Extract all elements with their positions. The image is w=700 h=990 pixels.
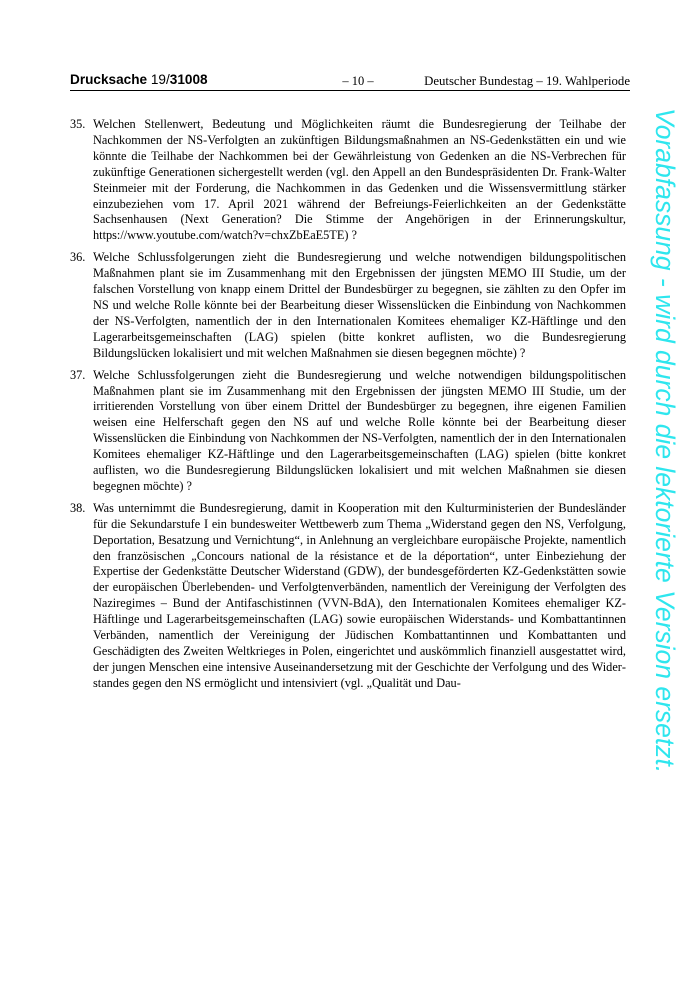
question-text: Welche Schlussfolgerungen zieht die Bundesregierung und welche notwendigen bildungspolitischen Maßnahmen plant sie im Zusammenhang mit den Ergebnissen der jüngsten MEMO III Studie, um der irritierenden Vorstellung von über einem Drittel der Bundesbürger zu begegnen, ihre eigenen Familien weisen eine Helferschaft gegen den NS auf und welche Rolle könnte bei der Bearbeitung dieser Wissenslücken die Einbindung von Nachkommen der NS-Verfolgten, namentlich der in den Internationalen Komitees ehemaliger KZ-Häftlinge und den Lagerarbeitsgemeinschaften (LAG) spielen (bitte konkret auflisten, wo die Bundesregierung Bildungslücken lokalisiert und mit welchen Maßnahmen sie diesen begegnen möchte) ? <box>93 367 626 493</box>
question-item <box>70 117 626 244</box>
question-number: 35. <box>70 117 86 131</box>
parliament-period: Deutscher Bundestag – 19. Wahlperiode <box>424 74 630 88</box>
page-header <box>70 71 630 91</box>
doc-label: Drucksache <box>70 72 148 87</box>
page-number: – 10 – <box>342 74 374 88</box>
question-text: Was unternimmt die Bundesregierung, damit in Kooperation mit den Kulturministerien der Bundesländer für die Sekundarstufe I ein bundesweiter Wettbewerb zum Thema „Widerstand gegen den NS, Verfolgung, Deportation, Besatzung und Vernichtung“, in Anlehnung an vergleichbare europäische Projekte, namentlich den französischen „Concours national de la résistance et de la déportation“, unter Einbeziehung der Expertise der Gedenkstätte Deutscher Widerstand (GDW), der bundesgeförderten KZ-Gedenkstätten sowie der europäischen Überlebenden- und Verfolgtenverbänden, namentlich der Vereinigung der Verfolgten des Naziregimes – Bund der Antifaschistinnen (VVN-BdA), den Internationalen Komitees ehemaliger KZ-Häftlinge und Lagerarbeitsgemeinschaften (LAG) sowie europäischen Widerstands- und Kombattantinnen Verbänden, namentlich der Vereinigung der Jüdischen Kombattantinnen und Kombattanten und Geschädigten des Zweiten Weltkrieges in Polen, eingerichtet und auskömmlich finanziell ausgestattet wird, der jungen Menschen eine intensive Auseinandersetzung mit der Geschichte der Verfolgung und des Widerstandes gegen den NS ermöglicht und intensiviert (vgl. „Qualität und Dau- <box>93 500 626 690</box>
question-item <box>70 501 626 692</box>
question-item <box>70 368 626 495</box>
question-list <box>70 117 626 698</box>
watermark-text: Vorabfassung - wird durch die lektorierte Version ersetzt. <box>650 108 680 774</box>
watermark <box>650 108 680 888</box>
question-text: Welche Schlussfolgerungen zieht die Bundesregierung und welche notwendigen bildungspolitischen Maßnahmen plant sie im Zusammenhang mit den Ergebnissen der jüngsten MEMO III Studie, um der falschen Vorstellung von knapp einem Drittel der Bundesbürger zu begegnen, sie zählten zu den Opfer im NS und welche Rolle könnte bei der Bearbeitung dieser Wissenslücken die Einbindung von Nachkommen der NS-Verfolgten, namentlich der in den Internationalen Komitees ehemaliger KZ-Häftlinge und den Lagerarbeitsgemeinschaften (LAG) spielen (bitte konkret auflisten, wo die Bundesregierung Bildungslücken lokalisiert und mit welchen Maßnahmen sie diesen begegnen möchte) ? <box>93 250 626 360</box>
header-divider <box>70 90 630 91</box>
question-number: 36. <box>70 250 86 265</box>
question-item <box>70 250 626 361</box>
question-text: Welchen Stellenwert, Bedeutung und Möglichkeiten räumt die Bundesregierung der Teilhabe der Nachkommen der NS-Verfolgten an zukünftigen Bildungsmaßnahmen an NS-Gedenkstätten ein und wie könnte die Teilhabe der Nachkommen bei der Gewährleistung von Gedenken an die NS-Verbrechen für zukünftige Generationen sichergestellt werden (vgl. den Appell an den Bundespräsidenten Dr. Frank-Walter Steinmeier mit der Forderung, die Nachkommen in das Gedenken und die Wissensvermittlung stärker einzubeziehen vom 17. April 2021 während der Befreiungs-Feierlichkeiten an der Gedenkstätte Sachsenhausen (Next Generation? Die Stimme der Angehörigen in der Erinnerungskultur, https://www.youtube.com/watch?v=chxZbEaE5TE) ? <box>93 117 626 243</box>
doc-number: 31008 <box>169 72 208 87</box>
doc-number-prefix: 19/ <box>150 72 170 87</box>
question-number: 38. <box>70 500 86 515</box>
question-number: 37. <box>70 367 86 382</box>
